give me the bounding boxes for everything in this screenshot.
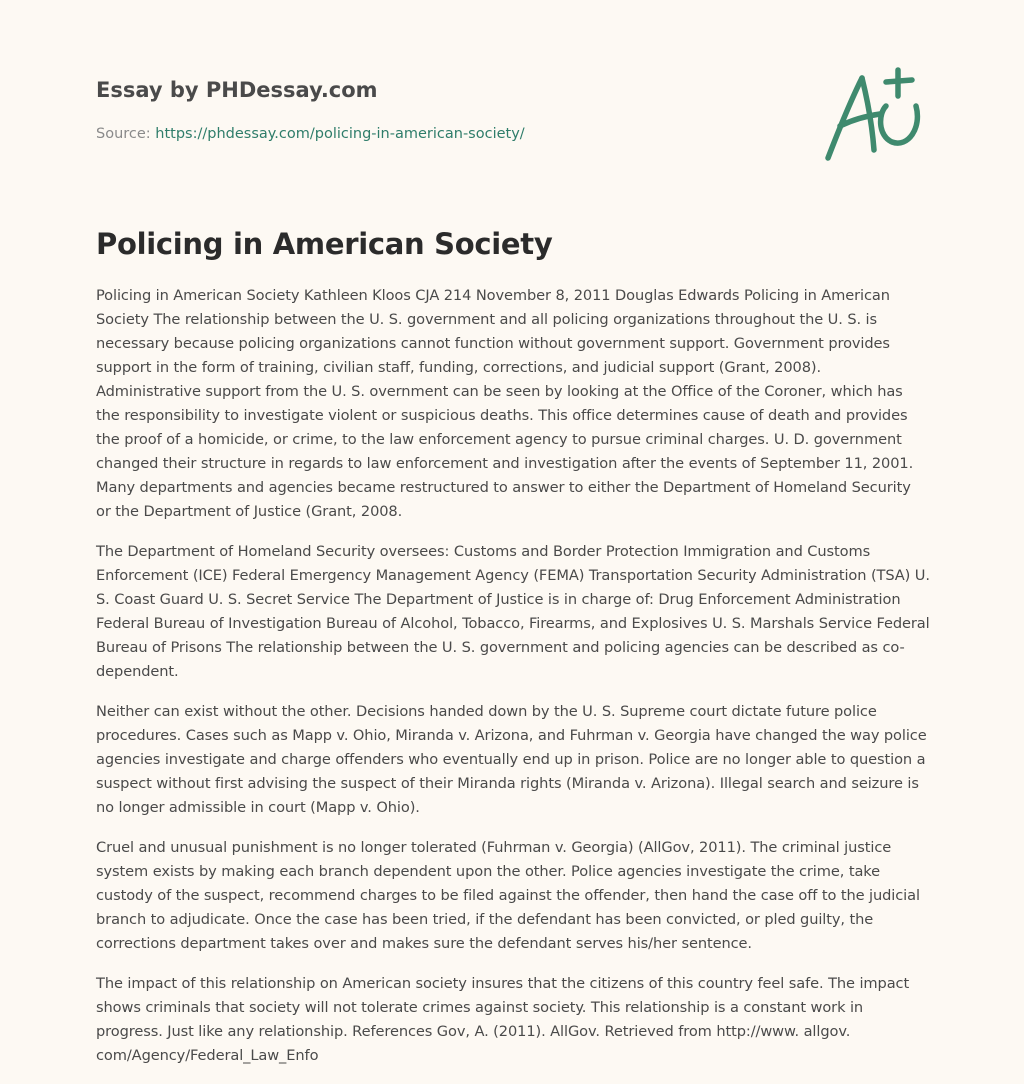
source-label: Source:: [96, 126, 151, 142]
site-title: Essay by PHDessay.com: [96, 78, 378, 102]
essay-title: Policing in American Society: [96, 227, 553, 261]
essay-header: [96, 76, 696, 144]
source-line: [96, 124, 696, 144]
essay-body: [96, 284, 930, 1084]
a-plus-logo-icon: [818, 62, 930, 166]
source-link[interactable]: https://phdessay.com/policing-in-american-society/: [155, 126, 525, 142]
essay-paragraph: The impact of this relationship on American society insures that the citizens of this country feel safe. The impact shows criminals that society will not tolerate crimes against society. This relationship is a constant work in progress. Just like any relationship. References Gov, A. (2011). AllGov. Retrieved from http://www. allgov. com/Agency/Federal_Law_Enfo: [96, 975, 910, 1064]
essay-paragraph: Policing in American Society Kathleen Kloos CJA 214 November 8, 2011 Douglas Edwards Policing in American Society The relationship between the U. S. government and all policing organizations throughout the U. S. is necessary because policing organizations cannot function without government support. Government provides support in the form of training, civilian staff, funding, corrections, and judicial support (Grant, 2008). Administrative support from the U. S. overnment can be seen by looking at the Office of the Coroner, which has the responsibility to investigate violent or suspicious deaths. This office determines cause of death and provides the proof of a homicide, or crime, to the law enforcement agency to pursue criminal charges. U. D. government changed their structure in regards to law enforcement and investigation after the events of September 11, 2001. Many departments and agencies became restructured to answer to either the Department of Homeland Security or the Department of Justice (Grant, 2008.: [96, 287, 914, 520]
essay-paragraph: Neither can exist without the other. Decisions handed down by the U. S. Supreme court dictate future police procedures. Cases such as Mapp v. Ohio, Miranda v. Arizona, and Fuhrman v. Georgia have changed the way police agencies investigate and charge offenders who eventually end up in prison. Police are no longer able to question a suspect without first advising the suspect of their Miranda rights (Miranda v. Arizona). Illegal search and seizure is no longer admissible in court (Mapp v. Ohio).: [96, 703, 927, 816]
essay-paragraph: The Department of Homeland Security oversees: Customs and Border Protection Immigration and Customs Enforcement (ICE) Federal Emergency Management Agency (FEMA) Transportation Security Administration (TSA) U. S. Coast Guard U. S. Secret Service The Department of Justice is in charge of: Drug Enforcement Administration Federal Bureau of Investigation Bureau of Alcohol, Tobacco, Firearms, and Explosives U. S. Marshals Service Federal Bureau of Prisons The relationship between the U. S. government and policing agencies can be described as co-dependent.: [96, 543, 930, 680]
essay-paragraph: Cruel and unusual punishment is no longer tolerated (Fuhrman v. Georgia) (AllGov, 2011). The criminal justice system exists by making each branch dependent upon the other. Police agencies investigate the crime, take custody of the suspect, recommend charges to be filed against the offender, then hand the case off to the judicial branch to adjudicate. Once the case has been tried, if the defendant has been convicted, or pled guilty, the corrections department takes over and makes sure the defendant serves his/her sentence.: [96, 839, 920, 952]
